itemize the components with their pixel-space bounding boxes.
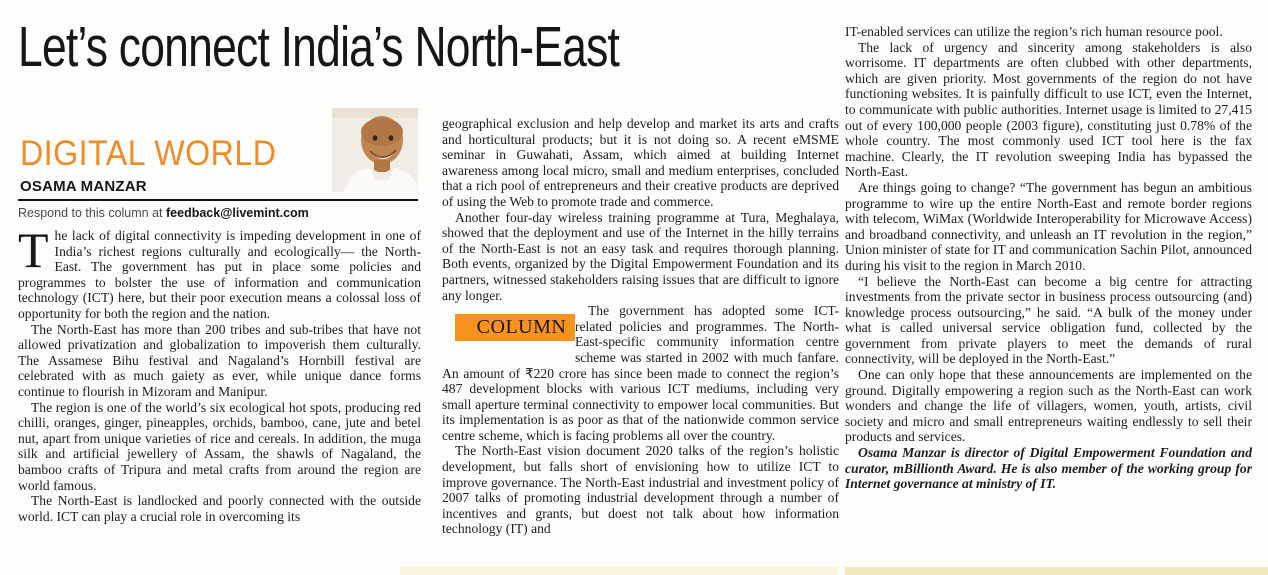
author-name: OSAMA MANZAR [20,178,147,195]
article-column-3 [845,24,1252,492]
respond-line [18,206,309,220]
paragraph-text: The government has adopted some ICT-related policies and programmes. The North-East-specific community information centre scheme was started in 2002 with much fanfare. An amount of ₹220 crore has since been made to connect the region’s 487 development blocks with various ICT mediums, including very small aperture terminal connectivity to empower local communities. But its implementation is as poor as that of the nationwide common service centre scheme, which is facing problems all over the country. [442,303,839,443]
paragraph: IT-enabled services can utilize the region’s rich human resource pool. [845,24,1223,39]
paragraph: The lack of urgency and sincerity among stakeholders is also worrisome. IT departments are often clubbed with other departments, which are given priority. Most governments of the region do not have functioning websites. It is painfully difficult to use ICT, even the Internet, to communicate with public authorities. Internet usage is limited to 27,415 out of every 100,000 people (2003 figure), constituting just 0.78% of the whole country. The most commonly used ICT tool here is the fax machine. Clearly, the IT revolution sweeping India has bypassed the North-East. [845,39,1252,180]
author-photo-illustration [332,108,418,192]
bottom-edge-strip-left [400,567,838,575]
paragraph: The North-East vision document 2020 talks of the region’s holistic development, but falls short of envisioning how to utilize ICT to improve governance. The North-East industrial and investment policy of 2007 talks of promoting industrial development through a number of incentives and grants, but doest not talk about how information technology (IT) and [442,443,839,537]
author-photo [332,108,418,192]
feedback-email: feedback@livemint.com [166,206,309,220]
masthead-divider [18,199,418,201]
paragraph: The North-East has more than 200 tribes and sub-tribes that have not allowed privatization and globalization to impoverish them culturally. The Assamese Bihu festival and Nagaland’s Hornbill festival are celebrated with as much gaiety as ever, while unique dance forms continue to flourish in Mizoram and Manipur. [18,321,421,399]
paragraph: “I believe the North-East can become a big centre for attracting investments from the private sector in business process outsourcing (and) knowledge process outsourcing,” he said. “A bulk of the money under what is called universal service obligation fund, collected by the government from private players to meet the demands of rural connectivity, will be deployed in the North-East.” [845,273,1252,367]
column-badge-wrap [442,303,575,365]
paragraph: Are things going to change? “The government has begun an ambitious programme to wire up the entire North-East and remote border regions with telecom, WiMax (Worldwide Interoperability for Microwave Access) and broadband connectivity, and unleash an IT revolution in the region,” Union minister of state for IT and communication Sachin Pilot, announced during his visit to the region in March 2010. [845,179,1252,273]
paragraph: One can only hope that these announcements are implemented on the ground. Digitally empowering a region such as the North-East can work wonders and change the life of villagers, women, youth, artists, civil society and micro and small entrepreneurs waiting endlessly to sell their products and services. [845,367,1252,445]
column-brand-title: DIGITAL WORLD [20,134,277,173]
column-badge: COLUMN [455,314,575,341]
dropcap: T [18,222,49,278]
respond-prefix: Respond to this column at [18,206,166,220]
article-column-1 [18,222,421,524]
paragraph-text: he lack of digital connectivity is impeding development in one of India’s richest regions culturally and ecologically— the North-East. The government has put in place some policies and programmes to bolster the use of information and communication technology (ICT) here, but their poor execution means a colossal loss of opportunity for both the region and the nation. [18,228,421,321]
paragraph: Another four-day wireless training programme at Tura, Meghalaya, showed that the deployment and use of the Internet in the hilly terrains of the North-East is not an easy task and requires thorough planning. Both events, organized by the Digital Empowerment Foundation and its partners, witnessed stakeholders raising issues that are difficult to ignore any longer. [442,209,839,303]
article-column-2 [442,116,839,537]
paragraph-with-badge [442,303,839,443]
bottom-edge-strip-right [845,567,1268,575]
author-bio: Osama Manzar is director of Digital Empowerment Foundation and curator, mBillionth Award. He is also member of the working group for Internet governance at ministry of IT. [845,445,1252,492]
article-headline: Let’s connect India’s North-East [18,15,620,79]
paragraph: geographical exclusion and help develop and market its arts and crafts and horticultural products; but it is not doing so. A recent eMSME seminar in Guwahati, Assam, which aimed at building Internet awareness among local micro, small and medium enterprises, concluded that a rich pool of entrepreneurs and their creative products are deprived of using the Web to promote trade and commerce. [442,116,839,209]
paragraph: The region is one of the world’s six ecological hot spots, producing red chilli, oranges, ginger, pineapples, orchids, bamboo, cane, jute and betel nut, apart from unique varieties of rice and cereals. In addition, the muga silk and artificial jewellery of Assam, the shawls of Nagaland, the bamboo crafts of Tripura and metal crafts from around the region are world famous. [18,399,421,493]
paragraph-lead [18,222,421,322]
paragraph: The North-East is landlocked and poorly connected with the outside world. ICT can play a crucial role in overcoming its [18,493,421,524]
